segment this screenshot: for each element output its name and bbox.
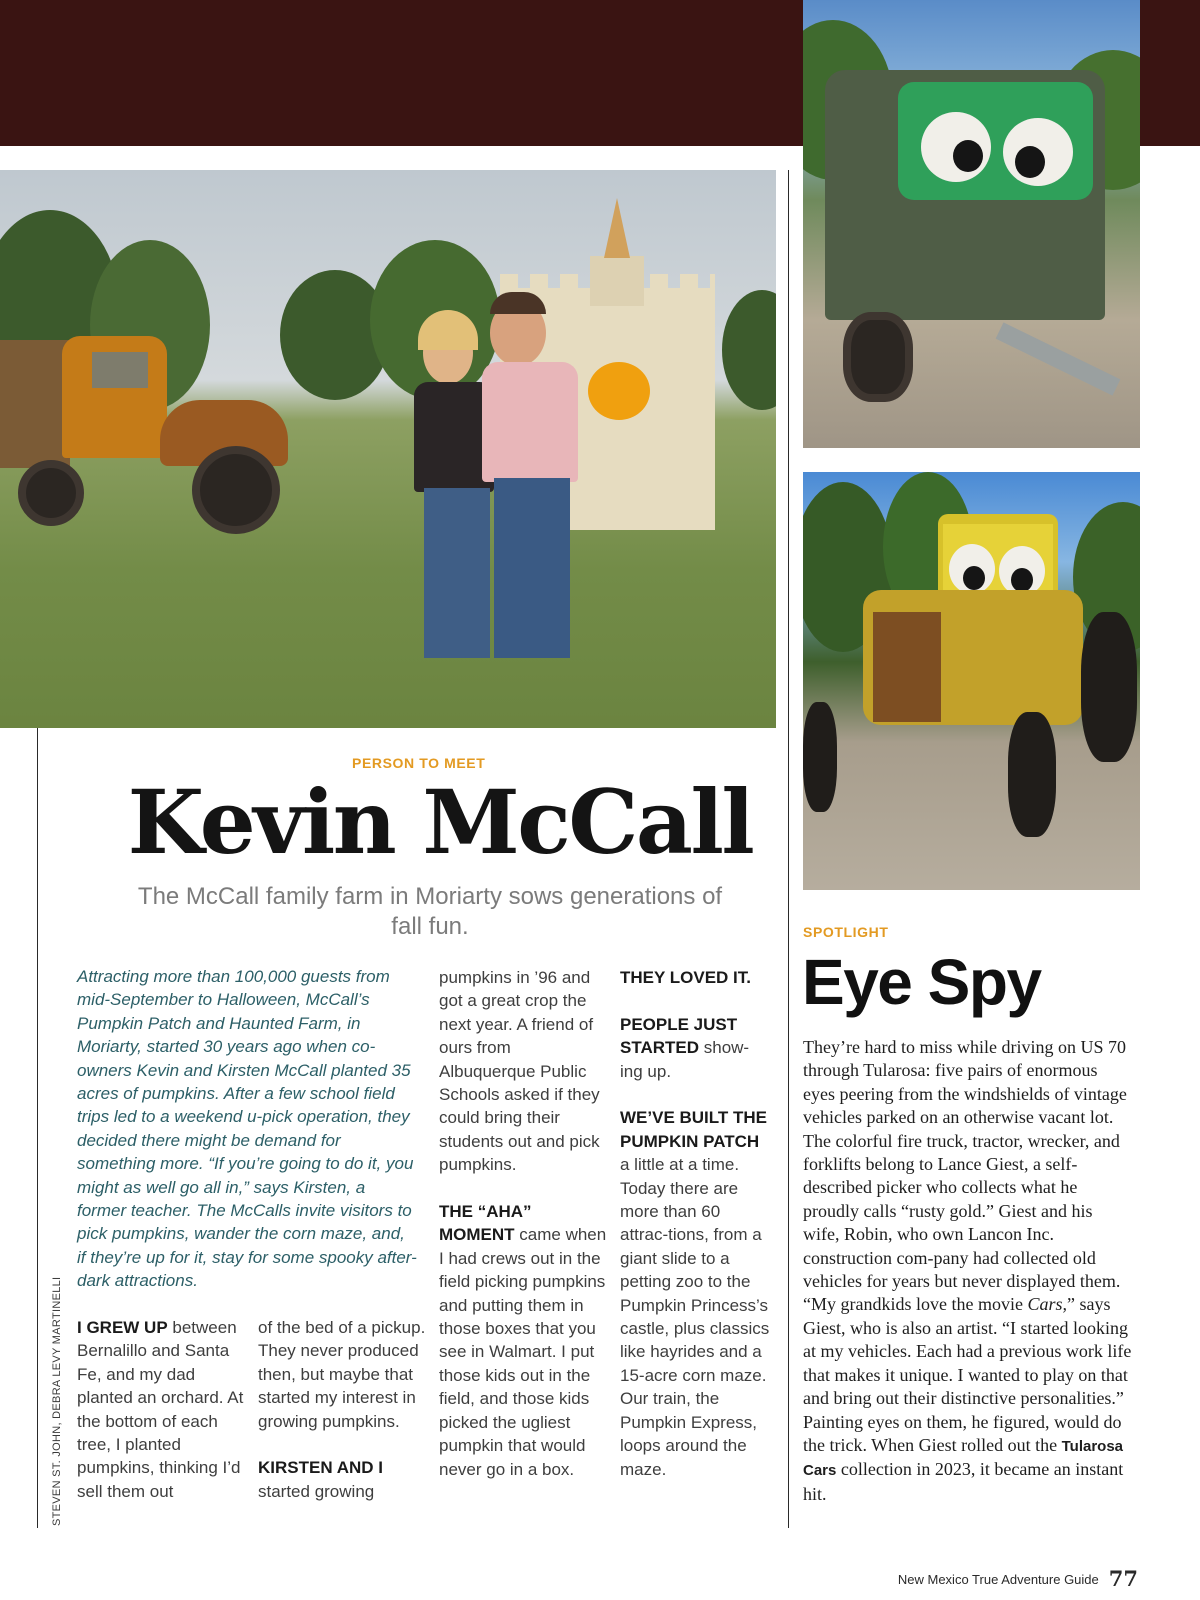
feature-intro: Attracting more than 100,000 guests from mid-September to Halloween, McCall’s Pumpkin Patch and Haunted Farm, in Moriarty, started 30 years ago when co-owners Kevin and Kirsten McCall planted 35 acres of pumpkins. After a few school field trips led to a weekend u-pick operation, they decided there might be demand for something more. “If you’re going to do it, you might as well go all in,” says Kirsten, a former teacher. The McCalls invite visitors to pick pumpkins, wander the corn maze, and, if they’re up for it, stay for some spooky after-dark attractions. [77,967,417,1291]
right-pupil [1011,568,1033,592]
lead-in: THEY LOVED IT. [620,968,751,987]
old-truck-window [92,352,148,388]
page-number: 77 [1108,1566,1138,1591]
lead-in: WE’VE BUILT THE PUMPKIN PATCH [620,1108,768,1151]
body-text: came when I had crews out in the field picking pumpkins and putting them in those boxes that you see in Walmart. I put those kids out in the field, and those kids picked the ugliest pumpkin that would never go in a box. [439,1225,607,1479]
body-text: started growing [258,1481,375,1501]
lead-in: I GREW UP [77,1318,168,1337]
forklift-fork [996,322,1121,395]
tractor-tyre [1008,712,1056,837]
collection-name: Tularosa Cars [803,1437,1124,1480]
lead-in: KIRSTEN AND I [258,1458,383,1478]
publication-name: New Mexico True Adventure Guide [897,1572,1099,1587]
photo-credit: STEVEN ST. JOHN, DEBRA LEVY MARTINELLI [51,1276,63,1526]
truck-wheel [192,446,280,534]
body-text: of the bed of a pickup. They never produced then, but maybe that started my interest in growing pumpkins. [258,1318,426,1431]
man-shirt [482,362,578,482]
lead-in: PEOPLE JUST STARTED [620,1014,738,1058]
tractor-grill [873,612,941,722]
right-pupil [1015,146,1045,178]
feature-title: Kevin McCall [127,770,753,874]
feature-column-4 [620,966,770,1504]
body-text: ” says Giest, who is also an artist. “I started looking at my vehicles. Each had a previous work life that makes it unique. I wanted to play on that and bring out their distinctive personalities.” Painting eyes on them, he figured, would do the trick. When Giest rolled out the [803,1294,1132,1455]
woman-jeans [424,488,490,658]
tractor-eyes-photo [803,472,1140,890]
spotlight-kicker: SPOTLIGHT [803,924,889,940]
left-pupil [963,566,985,590]
left-pupil [953,140,983,172]
body-text: pumpkins in ’96 and got a great crop the next year. A friend of ours from Albuquerque Public Schools asked if they could bring their students out and pick pumpkins. [439,968,600,1175]
castle-tower [590,256,644,306]
feature-subtitle: The McCall family farm in Moriarty sows generations of fall fun. [137,883,723,940]
spotlight-title: Eye Spy [802,946,1041,1018]
body-text: They’re hard to miss while driving on US 70 through Tularosa: five pairs of enormous eyes peering from the windshields of vintage vehicles parked on an otherwise vacant lot. The colorful fire truck, tractor, wrecker, and forklifts belong to Lance Giest, a self-described picker who collects what he proudly calls “rusty gold.” Giest and his wife, Robin, who own Lancon Inc. construction com-pany had collected old vehicles for years but never displayed them. “My grandkids love the movie [803,1037,1127,1315]
body-text: show-ing up. [620,1038,750,1081]
feature-column-3 [439,966,609,1504]
left-column-rule [37,728,38,1528]
spotlight-body [803,1036,1133,1506]
man-jeans [494,478,570,658]
feature-kicker: PERSON TO MEET [352,755,486,771]
body-text: a little at a time. Today there are more than 60 attrac-tions, from a giant slide to a petting zoo to the Pumpkin Princess’s castle, plus classics like hayrides and a 15-acre corn maze. Our train, the Pumpkin Express, loops around the maze. [620,1155,770,1479]
truck-wheel [18,460,84,526]
body-text: between Bernalillo and Santa Fe, and my dad planted an orchard. At the bottom of each tree, I planted pumpkins, thinking I’d sell them out [77,1318,244,1501]
forklift-eyes-photo [803,0,1140,448]
castle-spire [604,198,630,258]
forklift-wheel [843,312,913,402]
movie-title: Cars, [1027,1294,1067,1315]
old-truck-bed [0,340,70,468]
tractor-tyre [1081,612,1137,762]
page-footer [898,1566,1138,1591]
giant-pumpkin-prop [588,362,650,420]
feature-column-1 [77,1316,247,1527]
tree-shape [722,290,776,410]
lead-in: THE “AHA” MOMENT [439,1202,532,1245]
feature-column-2 [258,1316,428,1527]
body-text: collection in 2023, it became an instant hit. [803,1459,1124,1504]
mccall-couple-photo [0,170,776,728]
